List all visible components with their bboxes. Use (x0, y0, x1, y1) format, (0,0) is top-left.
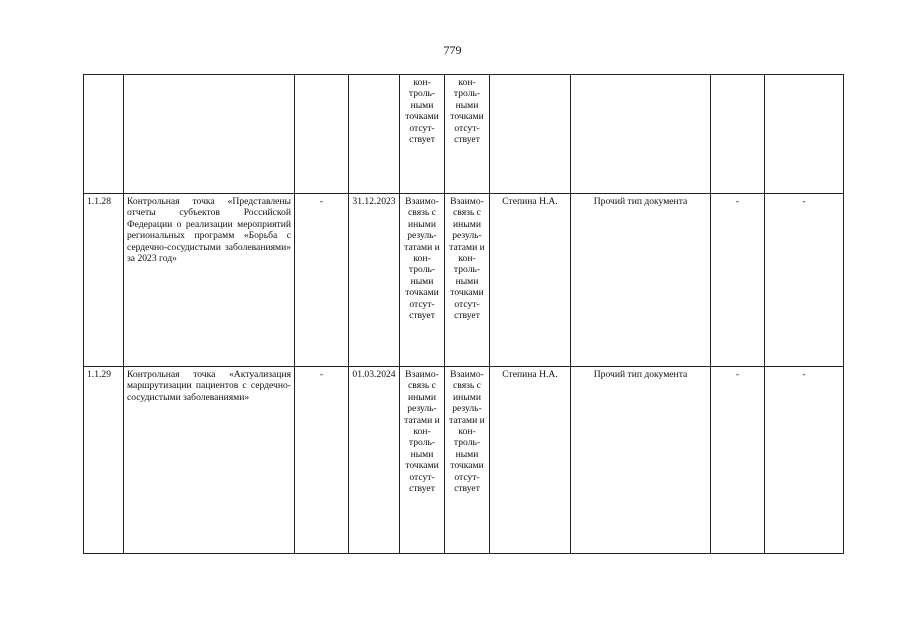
relation-line: ными (455, 448, 479, 460)
relation-line: точками (405, 111, 439, 123)
relation-line: точками (450, 287, 484, 299)
cell-date: 01.03.2024 (349, 367, 400, 554)
page-number: 779 (443, 43, 462, 57)
cell-col10: - (765, 367, 844, 554)
relation-line: точками (450, 460, 484, 472)
relation-line: ствует (454, 483, 480, 495)
relation-line: связь с (408, 207, 436, 219)
description-text: Контрольная точка «Актуализация маршрутизации пациентов с сердечно-сосудистыми заболеваниями» (127, 369, 291, 403)
relation-line: троль- (453, 264, 481, 276)
cell-number: 1.1.28 (84, 194, 124, 367)
relation-line: троль- (408, 88, 436, 100)
cell-col3 (295, 75, 349, 194)
cell-col10: - (765, 194, 844, 367)
relation-line: отсут- (409, 298, 435, 310)
relation-line: троль- (453, 88, 481, 100)
relation-line: кон- (413, 426, 431, 438)
relation-line: ными (455, 275, 479, 287)
relation-line: отсут- (454, 122, 480, 134)
relation-line: татами и (449, 241, 485, 253)
relation-line: кон- (458, 77, 476, 88)
cell-description (124, 194, 295, 367)
relation-line: Взаимо- (450, 369, 484, 380)
relation-line: татами и (404, 414, 440, 426)
cell-col9: - (711, 367, 765, 554)
description-text: Контрольная точка «Представлены отчеты субъектов Российской Федерации о реализации мероприятий региональных программ «Борьба с сердечно-сосудистыми заболеваниями» за 2023 год» (127, 196, 291, 265)
cell-date (349, 75, 400, 194)
relation-line: татами и (404, 241, 440, 253)
relation-line: ными (410, 275, 434, 287)
relation-line: ствует (409, 483, 435, 495)
cell-relation-b (445, 367, 490, 554)
cell-responsible (490, 75, 571, 194)
cell-description (124, 367, 295, 554)
cell-relation-b (445, 194, 490, 367)
table-row (84, 367, 844, 554)
relation-line: ствует (409, 134, 435, 146)
relation-line: ными (455, 99, 479, 111)
cell-relation-b (445, 75, 490, 194)
table-row (84, 194, 844, 367)
relation-line: кон- (458, 253, 476, 265)
cell-document-type: Прочий тип документа (571, 367, 711, 554)
relation-line: иными (408, 391, 436, 403)
relation-line: троль- (453, 437, 481, 449)
relation-line: отсут- (454, 298, 480, 310)
relation-line: отсут- (409, 122, 435, 134)
cell-responsible: Степина Н.А. (490, 194, 571, 367)
relation-line: иными (453, 391, 481, 403)
cell-relation-a (400, 367, 445, 554)
relation-line: ствует (409, 310, 435, 322)
table-row (84, 75, 844, 194)
relation-line: иными (453, 218, 481, 230)
cell-number (84, 75, 124, 194)
relation-line: кон- (458, 426, 476, 438)
relation-line: ствует (454, 134, 480, 146)
cell-responsible: Степина Н.А. (490, 367, 571, 554)
cell-description (124, 75, 295, 194)
relation-line: ствует (454, 310, 480, 322)
relation-line: резуль- (452, 230, 482, 242)
cell-document-type (571, 75, 711, 194)
relation-line: троль- (408, 437, 436, 449)
relation-line: резуль- (407, 403, 437, 415)
relation-line: точками (405, 287, 439, 299)
relation-line: троль- (408, 264, 436, 276)
relation-line: Взаимо- (405, 369, 439, 380)
cell-number: 1.1.29 (84, 367, 124, 554)
relation-line: отсут- (454, 471, 480, 483)
relation-line: Взаимо- (450, 196, 484, 207)
cell-relation-a (400, 75, 445, 194)
cell-relation-a (400, 194, 445, 367)
relation-line: связь с (453, 207, 481, 219)
cell-date: 31.12.2023 (349, 194, 400, 367)
relation-line: Взаимо- (405, 196, 439, 207)
cell-document-type: Прочий тип документа (571, 194, 711, 367)
control-points-table (83, 74, 844, 554)
cell-col3: - (295, 367, 349, 554)
relation-line: кон- (413, 253, 431, 265)
cell-col10 (765, 75, 844, 194)
relation-line: отсут- (409, 471, 435, 483)
relation-line: ными (410, 99, 434, 111)
cell-col9 (711, 75, 765, 194)
relation-line: ными (410, 448, 434, 460)
relation-line: точками (450, 111, 484, 123)
cell-col3: - (295, 194, 349, 367)
cell-col9: - (711, 194, 765, 367)
relation-line: кон- (413, 77, 431, 88)
relation-line: связь с (408, 380, 436, 392)
relation-line: точками (405, 460, 439, 472)
relation-line: связь с (453, 380, 481, 392)
relation-line: резуль- (452, 403, 482, 415)
relation-line: иными (408, 218, 436, 230)
relation-line: резуль- (407, 230, 437, 242)
relation-line: татами и (449, 414, 485, 426)
